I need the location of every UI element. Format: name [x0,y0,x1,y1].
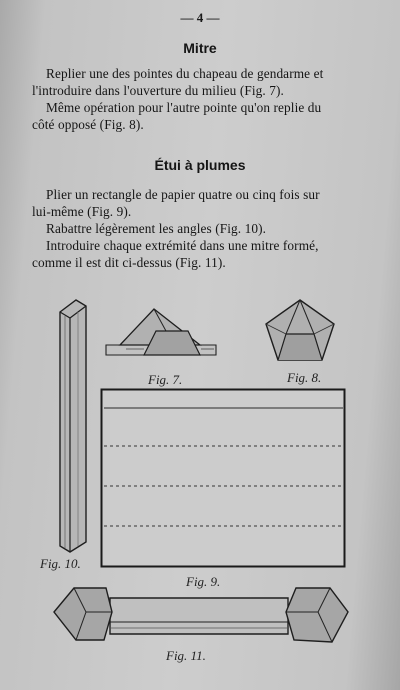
paragraph-mitre [32,65,382,133]
text-line: l'introduire dans l'ouverture du milieu (Fig. 7). [32,83,284,98]
text-line: Introduire chaque extrémité dans une mitre formé, [46,238,319,253]
text-line: côté opposé (Fig. 8). [32,117,144,132]
figure-11-pen-case [52,582,352,648]
text-line: lui-même (Fig. 9). [32,204,132,219]
figure-9-rectangle [100,388,348,570]
text-line: Replier une des pointes du chapeau de gendarme et [46,66,324,81]
figure-10-caption: Fig. 10. [40,556,81,571]
figure-10-tube [50,298,98,556]
text-line: comme il est dit ci-dessus (Fig. 11). [32,255,226,270]
figure-8-caption: Fig. 8. [287,370,322,385]
figure-11-caption: Fig. 11. [166,648,206,663]
text-line: Même opération pour l'autre pointe qu'on replie du [46,100,322,115]
section-title-mitre: Mitre [183,40,217,56]
page-number: — 4 — [180,10,220,25]
text-line: Rabattre légèrement les angles (Fig. 10). [46,221,267,236]
text-line: Plier un rectangle de papier quatre ou cinq fois sur [46,187,320,202]
figure-7-caption: Fig. 7. [148,372,183,387]
section-title-etui: Étui à plumes [154,157,246,173]
figure-7-hat [104,303,220,365]
figure-9-caption: Fig. 9. [186,574,221,589]
figure-8-mitre [264,298,336,364]
paragraph-etui [32,186,382,271]
